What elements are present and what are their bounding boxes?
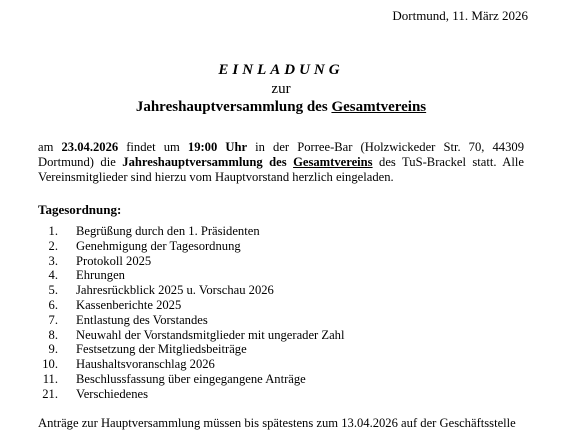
agenda-item-number: 2. (48, 238, 58, 253)
agenda-item-text: Neuwahl der Vorstandsmitglieder mit ungerader Zahl (76, 327, 345, 342)
document-subtitle (0, 99, 562, 116)
agenda-item-number: 8. (48, 327, 58, 342)
agenda-item-number: 7. (48, 312, 58, 327)
intro-paragraph (38, 140, 524, 185)
event-name-underlined: Gesamtvereins (293, 155, 373, 169)
intro-text: Dortmund) die (38, 155, 123, 169)
agenda-item-text: Verschiedenes (76, 386, 149, 401)
meeting-location: in der Porree-Bar (Holzwickeder Str. 70, 44309 (247, 140, 524, 154)
agenda-item (38, 313, 498, 328)
agenda-item-text: Ehrungen (76, 268, 125, 283)
intro-line-1 (38, 140, 524, 155)
agenda-item-text: Haushaltsvoranschlag 2026 (76, 357, 215, 372)
document-title-connector: zur (271, 81, 291, 97)
agenda-item-number: 21. (42, 386, 58, 401)
agenda-item (38, 298, 498, 313)
agenda-item-number: 6. (48, 297, 58, 312)
meeting-time: 19:00 Uhr (187, 140, 248, 154)
agenda-item-text: Entlastung des Vorstandes (76, 312, 208, 327)
intro-text: des TuS-Brackel statt. Alle (372, 155, 524, 169)
agenda-item-number: 1. (48, 224, 58, 238)
agenda-item (38, 372, 498, 387)
intro-text: am (38, 140, 62, 154)
agenda-item (38, 342, 498, 357)
intro-text: findet um (118, 140, 188, 154)
agenda-item-text: Begrüßung durch den 1. Präsidenten (76, 224, 260, 238)
agenda-item (38, 283, 498, 298)
subtitle-prefix: Jahreshauptversammlung des (135, 99, 332, 115)
agenda-item-text: Protokoll 2025 (76, 253, 152, 268)
meeting-date: 23.04.2026 (61, 140, 119, 154)
agenda-item (38, 387, 498, 402)
agenda-item (38, 357, 498, 372)
agenda-item (38, 268, 498, 283)
agenda-item-number: 3. (48, 253, 58, 268)
agenda-item-number: 5. (48, 283, 58, 298)
agenda-list (38, 224, 498, 402)
agenda-item-number: 10. (42, 357, 58, 372)
agenda-item-text: Festsetzung der Mitgliedsbeiträge (76, 342, 247, 357)
date-line: Dortmund, 11. März 2026 (392, 8, 528, 23)
intro-line-3: Vereinsmitglieder sind hierzu vom Hauptvorstand herzlich eingeladen. (38, 170, 394, 184)
agenda-item-number: 11. (42, 371, 58, 386)
agenda-item-text: Jahresrückblick 2025 u. Vorschau 2026 (76, 283, 274, 298)
intro-line-2 (38, 155, 524, 170)
agenda-item-number: 9. (48, 342, 58, 357)
agenda-item-text: Genehmigung der Tagesordnung (76, 238, 241, 253)
agenda-item-text: Beschlussfassung über eingegangene Anträge (76, 371, 306, 386)
agenda-item (38, 224, 498, 239)
footer-text: Anträge zur Hauptversammlung müssen bis spätestens zum 13.04.2026 auf der Geschäftsstelle (38, 416, 516, 430)
agenda-item (38, 254, 498, 269)
agenda-item (38, 328, 498, 343)
agenda-item-number: 4. (48, 268, 58, 283)
subtitle-underlined: Gesamtvereins (331, 99, 427, 115)
agenda-title: Tagesordnung: (38, 202, 122, 217)
event-name: Jahreshauptversammlung des (122, 155, 294, 169)
agenda-item-text: Kassenberichte 2025 (76, 297, 182, 312)
document-title: EINLADUNG (218, 62, 344, 78)
agenda-item (38, 239, 498, 254)
